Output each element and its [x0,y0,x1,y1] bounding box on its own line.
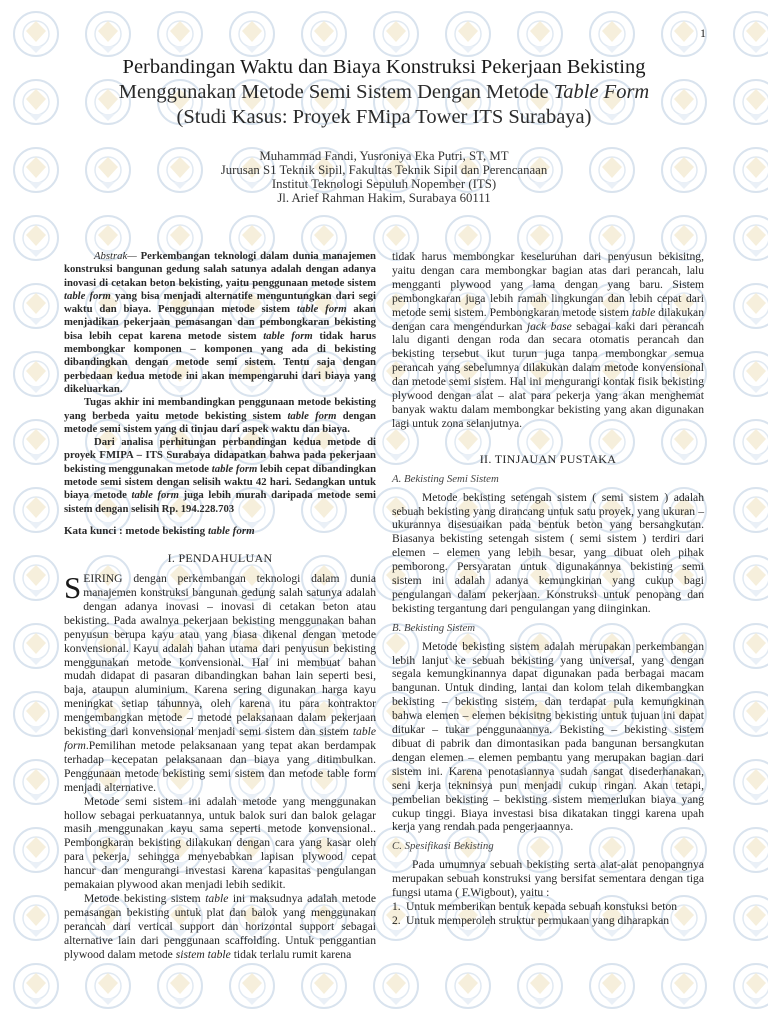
subsection-b-heading: B. Bekisting Sistem [392,621,476,634]
paper-title-line3: (Studi Kasus: Proyek FMipa Tower ITS Surabaya) [176,106,592,128]
subsection-a-paragraph: Metode bekisting setengah sistem ( semi sistem ) adalah sebuah bekisting yang dirancang untuk satu proyek, yang ukuran – ukurannya disesuaikan pada bentuk beton yang bersangkutan. Biasanya bekisting setengah sistem ( semi sistem ) terdiri dari elemen – elemen yang lebih besar, yang dibuat oleh pihak pemborong. Persyaratan untuk digunakannya bekisting semi sistem ini adalah adanya kemungkinan yang cukup bagi pengulangan dalam pekerjaan. Konstruksi untuk penopang dan bekisting tergantung dari pengulangan yang diinginkan. [392,490,704,615]
intro-continuation: tidak harus membongkar keseluruhan dari penyusun bekisitng, yaitu dengan cara membongkar bagian atas dari perancah, lalu mengganti plywood yang lama dengan yang baru. Sistem pembongkaran juga lebih ramah lingkungan dan lebih cepat dari metode semi sistem. Pembongkaran metode sistem table dilakukan dengan cara mengendurkan jack base sebagai kaki dari perancah lalu diganti dengan roda dan secara otomatis perancah dan bekisting tersebut ikut turun juga tanpa membongkar semua perancah yang sebelumnya dilakukan dalam metode konvensional dan metode semi sistem. Hal ini mengurangi kontak fisik bekisting plywood dengan alat – alat para pekerja yang akan menghemat banyak waktu dalam membongkar bekisting yang akan digunakan lagi untuk zona selanjutnya. [392,250,704,430]
keywords: Kata kunci : metode bekisting table form [64,524,255,537]
abstract-paragraph-1: Abstrak— Perkembangan teknologi dalam dunia manajemen konstruksi bangunan gedung salah satunya adalah dengan adanya inovasi di cetakan beton bekisting, yaitu penggunaan metode sistem table form yang bisa menjadi alternatife menguntungkan dari segi waktu dan biaya. Penggunaan metode sistem table form akan menjadikan pekerjaan pemasangan dan pembongkaran bekisting bisa lebih cepat karena metode sistem table form tidak harus membongkar komponen – komponen yang ada di bekisting dibandingkan dengan metode semi sistem. Tentu saja dengan perbedaan kedua metode ini akan mempengaruhi dari biaya yang dikeluarkan. [64,250,377,395]
author-department: Jurusan S1 Teknik Sipil, Fakultas Teknik Sipil dan Perencanaan [220,163,548,177]
right-column [392,250,704,928]
list-item: 1. Untuk memberikan bentuk kepada sebuah konstuksi beton [392,899,678,913]
paper-title-line2: Menggunakan Metode Semi Sistem Dengan Metode Table Form [118,81,650,103]
author-names: Muhammad Fandi, Yusroniya Eka Putri, ST, MT [259,149,509,163]
subsection-b-paragraph: Metode bekisting sistem adalah merupakan perkembangan lebih lanjut ke sebuah bekisting yang universal, yang dengan segala kemungkinannya dapat digunakan pada berbagai macam bangunan. Untuk dinding, lantai dan kolom telah dikembangkan bekisting – bekisting sistem, dan terdapat pula kemungkinan bahwa elemen – elemen bekisitng bekisting untuk tujuan ini dapat ditukar – tukar penggunaannya. Bekisting – bekisting sistem dibuat di pabrik dan dimontasikan pada bangunan bersangkutan dengan elemen – elemen pembantu yang merupakan bagian dari sistem ini. Karena penotasiannya sudah sangat disederhanakan, seni kerja tekninsya pun menjadi cukup ringan. Akan tetapi, pembelian bekisting – bekisting sistem memerlukan biaya yang cukup tinggi. Biaya investasi bisa dikatakan tinggi karena upah kerja yang rendah pada pengerjaannya. [392,639,704,834]
abstract-paragraph-3: Dari analisa perhitungan perbandingan kedua metode di proyek FMIPA – ITS Surabaya didapatkan bahwa pada pekerjaan bekisting menggunakan metode table form lebih cepat dibandingkan metode semi sistem dengan selisih waktu 42 hari. Sedangkan untuk biaya metode table form juga lebih murah daripada metode semi sistem dengan selisih Rp. 194.228.703 [64,436,377,515]
left-column [64,250,376,962]
list-item: 2. Untuk memperoleh struktur permukaan yang diharapkan [392,913,670,927]
author-address: Jl. Arief Rahman Hakim, Surabaya 60111 [277,191,491,205]
intro-paragraph-3: Metode bekisting sistem table ini maksudnya adalah metode pemasangan bekisting untuk plat dan balok yang menggunakan perancah dari vertical support dan horizontal support sebagai alternative lain dari penggunaan scaffolding. Untuk penggantian plywood dalam metode sistem table tidak terlalu rumit karena [64,891,376,961]
intro-paragraph-2: Metode semi sistem ini adalah metode yang menggunakan hollow sebagai perkuatannya, untuk balok suri dan balok gelagar masih menggunakan kayu sama seperti metode konvensional.. Pembongkaran bekisting dilakukan dengan cara yang kasar oleh para pekerja, sehingga menyebabkan lapisan plywood cepat hancur dan mengurangi investasi karena kapasitas pengulangan pemakaian plywood akan menjadi lebih sedikit. [64,794,376,892]
paper-title-line1: Perbandingan Waktu dan Biaya Konstruksi Pekerjaan Bekisting [122,56,646,78]
subsection-c-paragraph: Pada umumnya sebuah bekisting serta alat-alat penopangnya merupakan sebuah konstruksi yang bersifat sementara dengan tiga fungsi utama ( F.Wigbout), yaitu : [392,858,704,900]
author-institution: Institut Teknologi Sepuluh Nopember (ITS) [271,177,497,191]
abstract-paragraph-2: Tugas akhir ini membandingkan penggunaan metode bekisting yang berbeda yaitu metode bekisting sistem table form dengan metode semi sistem yang di tinjau dari aspek waktu dan biaya. [64,396,376,435]
page-number: 1 [700,26,706,40]
subsection-c-heading: C. Spesifikasi Bekisting [392,840,494,853]
drop-cap: S [64,570,82,606]
subsection-a-heading: A. Bekisting Semi Sistem [392,472,499,485]
section-heading-tinjauan: II. TINJAUAN PUSTAKA [479,451,617,466]
section-heading-pendahuluan: I. PENDAHULUAN [167,551,273,566]
intro-paragraph-1: SEIRING dengan perkembangan teknologi dalam dunia manajemen konstruksi bangunan gedung salah satunya adalah dengan adanya inovasi – inovasi di cetakan beton atau bekisting. Pada awalnya pekerjaan bekisting menggunakan bahan penyusun berupa kayu atau yang biasa dikenal dengan metode konvensional. Kayu adalah bahan utama dari penyusun bekisting menggunakan metode konvensional. Hal ini membuat bahan mudah didapat di pasaran dibandingkan bahan lain seperti besi, baja, ataupun aluminium. Karena sering digunakan harga kayu meningkat setiap tahunnya, oleh karena itu para kontraktor mengembangkan metode – metode pelaksanaan dalam pekerjaan bekisting dari konvensional menjadi semi sistem dan sistem table form.Pemilihan metode pelaksanaan yang tepat akan berdampak terhadap kecepatan pelaksanaan dan biaya yang ditimbulkan. Penggunaan metode bekisting semi sistem dan metode table form menjadi alternative. [64,570,376,794]
